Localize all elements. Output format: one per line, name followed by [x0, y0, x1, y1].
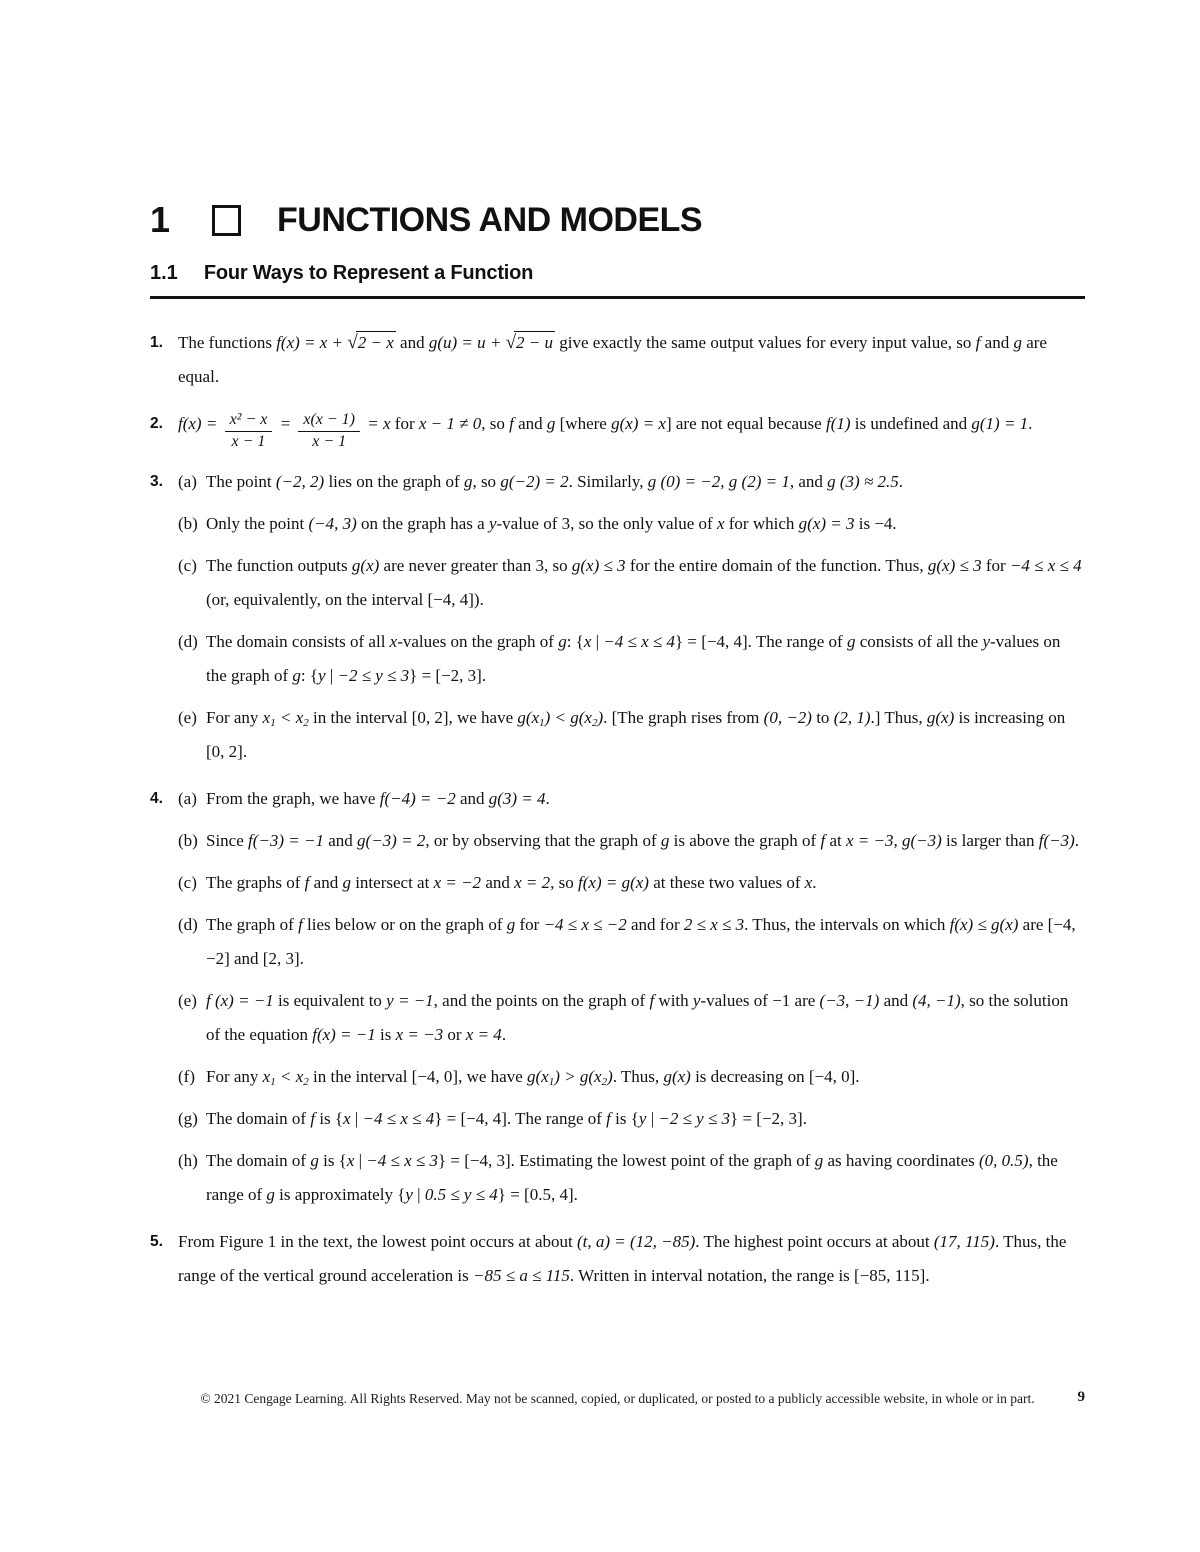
text-run: Since: [206, 830, 249, 850]
text-run: are equal.: [178, 333, 1047, 386]
text-run: } = [−4, 4]. The range of: [434, 1108, 607, 1128]
text-run: , so: [472, 471, 501, 491]
radicand: 2 − u: [516, 333, 554, 352]
subscript: 2: [303, 716, 309, 729]
math-run: −4 ≤ x ≤ 4: [362, 1108, 435, 1128]
text-run: for: [390, 414, 419, 433]
text-run: and: [879, 990, 913, 1010]
math-run: x: [262, 1066, 271, 1086]
text-run: The domain consists of all: [206, 631, 390, 651]
fraction-denominator: x − 1: [312, 432, 347, 450]
math-run: (2, 1): [833, 707, 871, 727]
part-text: [206, 984, 1085, 1052]
solution-part: [178, 782, 1085, 816]
text-run: is above the graph of: [669, 830, 821, 850]
math-run: 0.5 ≤ y ≤ 4: [424, 1184, 498, 1204]
math-run: (0, −2): [763, 707, 812, 727]
text-run: for: [515, 914, 544, 934]
text-run: |: [354, 1150, 367, 1170]
section-number: 1.1: [150, 262, 178, 284]
math-run: < x: [275, 1066, 304, 1086]
math-run: g: [463, 471, 473, 491]
math-run: g: [660, 830, 670, 850]
math-run: ) < g(x: [544, 707, 592, 727]
text-run: or: [443, 1024, 466, 1044]
text-run: The graphs of: [206, 872, 305, 892]
problem-number: 4.: [150, 789, 163, 807]
text-run: intersect at: [350, 872, 434, 892]
math-run: f: [975, 333, 981, 352]
part-label: (b): [178, 513, 198, 533]
text-run: , so the solution of the equation: [206, 990, 1069, 1044]
text-run: . [The graph rises from: [603, 707, 764, 727]
math-run: ): [597, 707, 604, 727]
math-run: f(x) ≤ g(x): [949, 914, 1019, 934]
part-label: (g): [178, 1108, 198, 1128]
math-run: x: [346, 1150, 355, 1170]
text-run: The domain of: [206, 1150, 311, 1170]
sqrt-expression: [347, 333, 395, 352]
text-run: at: [825, 830, 846, 850]
solution-part: [178, 507, 1085, 541]
math-run: (−4, 3): [308, 513, 357, 533]
radical-sign: √: [347, 332, 358, 353]
math-run: (−2, 2): [275, 471, 325, 491]
problem: [150, 465, 1085, 769]
section-title: Four Ways to Represent a Function: [203, 262, 534, 284]
text-run: and: [481, 872, 515, 892]
text-run: From Figure 1 in the text, the lowest point occurs at about: [178, 1231, 577, 1251]
text-run: and: [395, 333, 429, 352]
solution-part: [178, 984, 1085, 1052]
part-label: (f): [178, 1066, 195, 1086]
math-run: y: [405, 1184, 413, 1204]
math-run: (−3, −1): [819, 990, 880, 1010]
math-run: < x: [275, 707, 304, 727]
text-run: (or, equivalently, on the interval [−4, 4]).: [206, 589, 484, 609]
text-run: } = [−4, 3]. Estimating the lowest point of the graph of: [437, 1150, 815, 1170]
text-run: . Written in interval notation, the range is [−85, 115].: [569, 1265, 930, 1285]
text-run: . Thus, the range of the vertical ground acceleration is: [178, 1231, 1067, 1285]
part-text: [206, 866, 1085, 900]
math-run: g: [814, 1150, 824, 1170]
text-run: .] Thus,: [870, 707, 927, 727]
math-run: x: [583, 631, 592, 651]
part-text: [206, 824, 1085, 858]
problem-number: 5.: [150, 1232, 163, 1250]
problem: [150, 326, 1085, 394]
math-run: g(x) = x: [611, 414, 666, 433]
part-label: (h): [178, 1150, 198, 1170]
problem: [150, 782, 1085, 1212]
math-run: x = −3, g(−3): [846, 830, 942, 850]
part-label: (a): [178, 471, 197, 491]
text-run: in the interval [−4, 0], we have: [308, 1066, 527, 1086]
part-text: [178, 1225, 1085, 1293]
text-run: .: [1028, 414, 1033, 433]
text-run: .: [1074, 830, 1080, 850]
text-run: for the entire domain of the function. Thus,: [625, 555, 928, 575]
text-run: is {: [610, 1108, 639, 1128]
part-label: (e): [178, 707, 197, 727]
chapter-title: FUNCTIONS AND MODELS: [277, 201, 703, 239]
math-run: g (0) = −2, g (2) = 1: [647, 471, 790, 491]
math-run: =: [275, 414, 296, 433]
math-run: f: [509, 414, 514, 433]
text-run: |: [412, 1184, 425, 1204]
radicand: 2 − x: [357, 333, 394, 352]
math-run: g: [558, 631, 567, 651]
math-run: y: [638, 1108, 647, 1128]
text-run: is larger than: [941, 830, 1039, 850]
part-text: [178, 407, 1085, 452]
math-run: −4 ≤ x ≤ 4: [603, 631, 675, 651]
text-run: for which: [724, 513, 799, 533]
math-run: (0, 0.5): [979, 1150, 1029, 1170]
math-run: f(x) = x +: [276, 333, 348, 352]
solution-part: [178, 465, 1085, 499]
page-number: 9: [1077, 1389, 1085, 1405]
text-run: is: [375, 1024, 396, 1044]
part-text: [206, 1102, 1085, 1136]
section-header: [150, 262, 1085, 285]
subscript: 1: [548, 1075, 555, 1088]
text-run: is {: [315, 1108, 344, 1128]
fraction-numerator: x² − x: [225, 411, 273, 432]
text-run: consists of all the: [855, 631, 983, 651]
math-run: g(x): [351, 555, 380, 575]
math-run: x: [716, 513, 725, 533]
subscript: 1: [270, 716, 276, 729]
math-run: y: [982, 631, 990, 651]
math-run: g(x): [926, 707, 955, 727]
text-run: is decreasing on [−4, 0].: [690, 1066, 860, 1086]
math-run: y: [318, 665, 326, 685]
text-run: -values on the graph of: [206, 631, 1061, 685]
fraction: [225, 411, 273, 452]
math-run: f: [298, 914, 303, 934]
text-run: to: [811, 707, 834, 727]
text-run: From the graph, we have: [206, 788, 380, 808]
text-run: lies on the graph of: [324, 471, 464, 491]
math-run: x = −3: [395, 1024, 444, 1044]
math-run: f(x) = −1: [312, 1024, 376, 1044]
solution-part: [178, 701, 1085, 769]
text-run: is −4.: [854, 513, 897, 533]
math-run: x = 4: [465, 1024, 502, 1044]
text-run: For any: [206, 707, 263, 727]
solution-part: [178, 407, 1085, 452]
text-run: : {: [300, 665, 319, 685]
math-run: g(x: [517, 707, 540, 727]
text-run: } = [−2, 3].: [730, 1108, 807, 1128]
math-run: f(x) =: [178, 414, 222, 433]
math-run: g(x) ≤ 3: [571, 555, 626, 575]
math-run: x = 2: [514, 872, 551, 892]
subscript: 1: [539, 716, 545, 729]
math-run: g: [266, 1184, 275, 1204]
math-run: y: [692, 990, 701, 1010]
solution-part: [178, 824, 1085, 858]
part-text: [206, 549, 1085, 617]
math-run: g: [1013, 333, 1022, 352]
subscript: 1: [270, 1075, 276, 1088]
text-run: .: [545, 788, 550, 808]
math-run: ) > g(x: [554, 1066, 602, 1086]
part-label: (d): [178, 631, 198, 651]
math-run: f: [310, 1108, 316, 1128]
solution-part: [178, 866, 1085, 900]
math-run: g(x: [527, 1066, 549, 1086]
text-run: and: [455, 788, 489, 808]
problem-parts: [178, 407, 1085, 452]
text-run: [where: [555, 414, 612, 433]
solution-part: [178, 908, 1085, 976]
solution-part: [178, 625, 1085, 693]
math-run: g(3) = 4: [488, 788, 546, 808]
math-run: g: [342, 872, 351, 892]
text-run: -value of 3, so the only value of: [496, 513, 717, 533]
solution-part: [178, 326, 1085, 394]
copyright-notice: © 2021 Cengage Learning. All Rights Reserved. May not be scanned, copied, or duplicated, or posted to a publicly accessible website, in whole or in part.: [200, 1391, 1035, 1406]
text-run: -values of −1 are: [700, 990, 820, 1010]
text-run: for: [981, 555, 1010, 575]
math-run: g(1) = 1: [971, 414, 1029, 433]
math-run: x: [389, 631, 398, 651]
math-run: f (x) = −1: [206, 990, 274, 1010]
problem-number: 3.: [150, 472, 163, 490]
part-label: (e): [178, 990, 197, 1010]
text-run: give exactly the same output values for every input value, so: [555, 333, 976, 352]
part-text: [206, 1144, 1085, 1212]
text-run: The graph of: [206, 914, 299, 934]
chapter-header: [150, 200, 1085, 240]
part-label: (c): [178, 555, 197, 575]
text-run: , and: [789, 471, 828, 491]
part-text: [206, 507, 1085, 541]
text-run: lies below or on the graph of: [302, 914, 507, 934]
text-run: is {: [318, 1150, 347, 1170]
math-run: g: [292, 665, 301, 685]
text-run: Only the point: [206, 513, 309, 533]
text-run: } = [−4, 4]. The range of: [674, 631, 847, 651]
math-run: x = −2: [433, 872, 482, 892]
problem-number: 1.: [150, 334, 163, 351]
text-run: } = [0.5, 4].: [497, 1184, 578, 1204]
page-footer: [150, 1390, 1085, 1408]
solution-part: [178, 1225, 1085, 1293]
problems: [150, 299, 1085, 1293]
subscript: 2: [303, 1075, 309, 1088]
text-run: , so: [550, 872, 579, 892]
text-run: . Similarly,: [568, 471, 648, 491]
math-run: −2 ≤ y ≤ 3: [337, 665, 410, 685]
math-run: f(x) = g(x): [578, 872, 649, 892]
math-run: y = −1: [386, 990, 434, 1010]
part-text: [206, 782, 1085, 816]
math-run: ): [607, 1066, 613, 1086]
text-run: .: [501, 1024, 507, 1044]
math-run: f(−4) = −2: [379, 788, 456, 808]
text-run: |: [350, 1108, 363, 1128]
math-run: (4, −1): [912, 990, 961, 1010]
math-run: g(x) ≤ 3: [927, 555, 982, 575]
part-text: [206, 625, 1085, 693]
text-run: and: [513, 414, 547, 433]
text-run: , the range of: [206, 1150, 1058, 1204]
math-run: g(x) = 3: [798, 513, 855, 533]
math-run: f(1): [825, 414, 851, 433]
text-run: For any: [206, 1066, 263, 1086]
text-run: . Thus, the intervals on which: [744, 914, 950, 934]
fraction-numerator: x(x − 1): [298, 411, 360, 432]
text-run: |: [325, 665, 338, 685]
text-run: : {: [566, 631, 584, 651]
problem-parts: [178, 465, 1085, 769]
text-run: in the interval [0, 2], we have: [308, 707, 518, 727]
math-run: −4 ≤ x ≤ 4: [1009, 555, 1082, 575]
math-run: x − 1 ≠ 0: [418, 414, 482, 433]
math-run: g(−2) = 2: [500, 471, 569, 491]
sqrt-expression: [506, 333, 555, 352]
math-run: −4 ≤ x ≤ 3: [366, 1150, 438, 1170]
text-run: is undefined and: [850, 414, 972, 433]
subscript: 2: [591, 716, 598, 729]
math-run: f(−3) = −1: [248, 830, 324, 850]
text-run: |: [591, 631, 604, 651]
math-run: f: [820, 830, 826, 850]
fraction-denominator: x − 1: [231, 432, 266, 450]
fraction: [298, 411, 360, 452]
math-run: x: [804, 872, 813, 892]
solution-part: [178, 1060, 1085, 1094]
part-label: (a): [178, 788, 197, 808]
text-run: .: [812, 872, 817, 892]
math-run: g: [546, 414, 556, 433]
math-run: g: [310, 1150, 319, 1170]
text-run: are [−4, −2] and [2, 3].: [206, 914, 1076, 968]
text-run: are never greater than 3, so: [379, 555, 572, 575]
subscript: 2: [601, 1075, 608, 1088]
open-square-icon: [212, 205, 241, 236]
part-text: [206, 1060, 1085, 1094]
text-run: at these two values of: [648, 872, 805, 892]
part-label: (b): [178, 830, 198, 850]
math-run: x: [343, 1108, 351, 1128]
part-label: (c): [178, 872, 197, 892]
text-run: and for: [626, 914, 684, 934]
text-run: is equivalent to: [273, 990, 387, 1010]
chapter-number: 1: [150, 199, 171, 240]
text-run: with: [654, 990, 693, 1010]
problem: [150, 407, 1085, 452]
math-run: g (3) ≈ 2.5: [827, 471, 899, 491]
part-text: [206, 465, 1085, 499]
text-run: , so: [481, 414, 510, 433]
text-run: The functions: [178, 333, 277, 352]
text-run: , or by observing that the graph of: [425, 830, 661, 850]
solution-part: [178, 1144, 1085, 1212]
math-run: −2 ≤ y ≤ 3: [658, 1108, 731, 1128]
text-run: -values on the graph of: [397, 631, 559, 651]
math-run: g(u) = u +: [428, 333, 506, 352]
text-run: . Thus,: [612, 1066, 664, 1086]
text-run: } = [−2, 3].: [409, 665, 487, 685]
math-run: f: [606, 1108, 611, 1128]
math-run: 2 ≤ x ≤ 3: [683, 914, 745, 934]
math-run: x: [262, 707, 271, 727]
math-run: g: [846, 631, 856, 651]
math-run: (17, 115): [933, 1231, 995, 1251]
math-run: f: [304, 872, 310, 892]
text-run: The function outputs: [206, 555, 352, 575]
part-text: [206, 701, 1085, 769]
math-run: g(x): [663, 1066, 691, 1086]
math-run: −85 ≤ a ≤ 115: [473, 1265, 570, 1285]
solution-part: [178, 549, 1085, 617]
problem-parts: [178, 326, 1085, 394]
text-run: ] are not equal because: [665, 414, 826, 433]
problem: [150, 1225, 1085, 1293]
text-run: . The highest point occurs at about: [695, 1231, 934, 1251]
text-run: and: [324, 830, 358, 850]
math-run: (t, a) = (12, −85): [576, 1231, 696, 1251]
math-run: = x: [363, 414, 391, 433]
math-run: g(−3) = 2: [357, 830, 426, 850]
text-run: is increasing on [0, 2].: [206, 707, 1066, 761]
text-run: |: [646, 1108, 659, 1128]
solution-part: [178, 1102, 1085, 1136]
math-run: f: [649, 990, 655, 1010]
part-text: [178, 326, 1085, 394]
text-run: as having coordinates: [823, 1150, 979, 1170]
part-label: (d): [178, 914, 198, 934]
text-run: on the graph has a: [356, 513, 489, 533]
math-run: y: [488, 513, 497, 533]
problem-number: 2.: [150, 415, 163, 432]
math-run: g: [506, 914, 516, 934]
part-text: [206, 908, 1085, 976]
text-run: The domain of: [206, 1108, 311, 1128]
text-run: , and the points on the graph of: [433, 990, 650, 1010]
text-run: The point: [206, 471, 276, 491]
text-run: is approximately {: [274, 1184, 406, 1204]
problem-parts: [178, 782, 1085, 1212]
text-run: and: [309, 872, 343, 892]
math-run: f(−3): [1038, 830, 1075, 850]
problem-parts: [178, 1225, 1085, 1293]
math-run: −4 ≤ x ≤ −2: [543, 914, 627, 934]
radical-sign: √: [505, 332, 517, 353]
text-run: .: [898, 471, 904, 491]
text-run: and: [980, 333, 1014, 352]
